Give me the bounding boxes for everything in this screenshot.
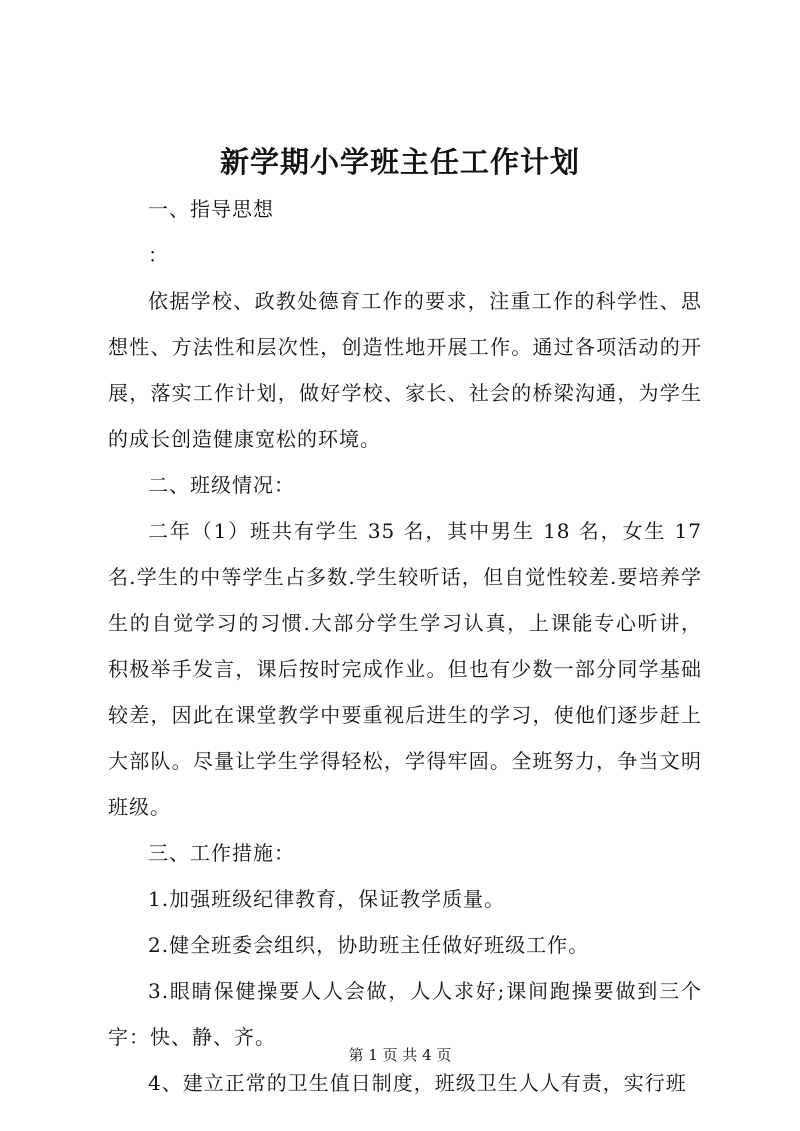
measure-item-4: 4、建立正常的卫生值日制度，班级卫生人人有责，实行班 — [148, 1071, 687, 1095]
document-body — [108, 186, 702, 1106]
measure-item-1: 1.加强班级纪律教育，保证教学质量。 — [148, 887, 506, 911]
section-heading-class-situation: 二、班级情况： — [148, 473, 295, 497]
measure-item-2: 2.健全班委会组织，协助班主任做好班级工作。 — [148, 933, 590, 957]
document-title: 新学期小学班主任工作计划 — [219, 145, 580, 179]
section-heading-work-measures: 三、工作措施： — [148, 841, 295, 865]
page-footer: 第 1 页 共 4 页 — [348, 1046, 452, 1064]
paragraph-class-situation: 二年（1）班共有学生 35 名，其中男生 18 名，女生 17 名.学生的中等学生占多数.学生较听话，但自觉性较差.要培养学生的自觉学习的习惯.大部分学生学习认真，上课能专心听讲，积极举手发言，课后按时完成作业。但也有少数一部分同学基础较差，因此在课堂教学中要重视后进生的学习，使他们逐步赶上大部队。尽量让学生学得轻松，学得牢固。全班努力，争当文明班级。 — [108, 519, 702, 819]
section-colon-line: ： — [148, 243, 169, 267]
paragraph-guiding-ideology: 依据学校、政教处德育工作的要求，注重工作的科学性、思想性、方法性和层次性，创造性地开展工作。通过各项活动的开展，落实工作计划，做好学校、家长、社会的桥梁沟通，为学生的成长创造健康宽松的环境。 — [108, 289, 702, 451]
section-heading-guiding-ideology: 一、指导思想 — [148, 197, 274, 221]
measure-item-3: 3.眼睛保健操要人人会做，人人求好;课间跑操要做到三个字：快、静、齐。 — [108, 979, 702, 1049]
